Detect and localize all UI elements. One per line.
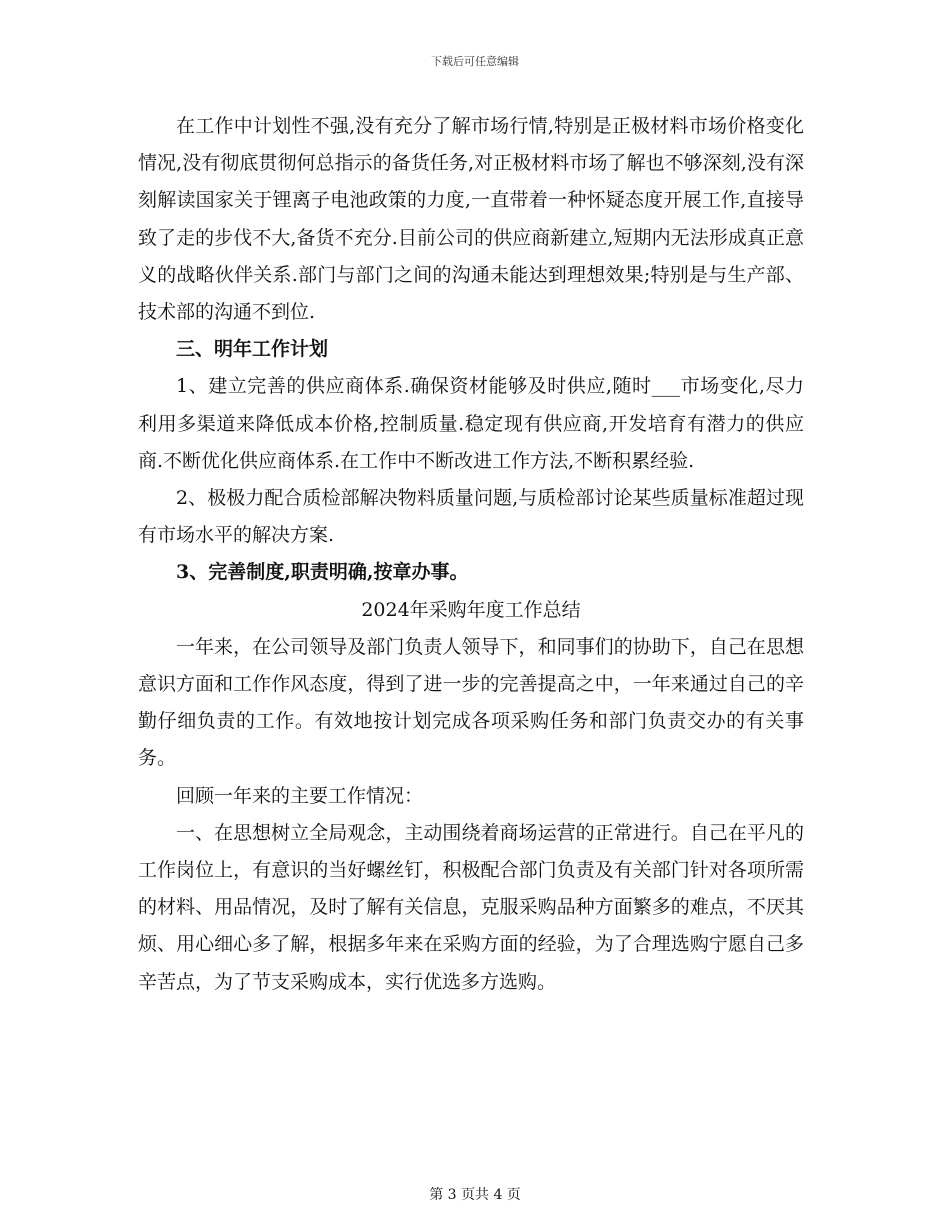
page-footer: 第 3 页共 4 页	[429, 1187, 521, 1203]
paragraph-problems: 在工作中计划性不强,没有充分了解市场行情,特别是正极材料市场价格变化情况,没有彻底贯彻何总指示的备货任务,对正极材料市场了解也不够深刻,没有深刻解读国家关于锂离子电池政策的力度,一直带着一种怀疑态度开展工作,直接导致了走的步伐不大,备货不充分.目前公司的供应商新建立,短期内无法形成真正意义的战略伙伴关系.部门与部门之间的沟通未能达到理想效果;特别是与生产部、技术部的沟通不到位.	[138, 115, 804, 324]
paragraph-intro: 一年来，在公司领导及部门负责人领导下，和同事们的协助下，自己在思想意识方面和工作作风态度，得到了进一步的完善提高之中，一年来通过自己的辛勤仔细负责的工作。有效地按计划完成各项采购任务和部门负责交办的有关事务。	[138, 635, 804, 770]
paragraph-plan-item-1: 1、建立完善的供应商体系.确保资材能够及时供应,随时___市场变化,尽力利用多渠道来降低成本价格,控制质量.稳定现有供应商,开发培育有潜力的供应商.不断优化供应商体系.在工作中不断改进工作方法,不断积累经验.	[138, 375, 804, 472]
paragraph-review-item-1: 一、在思想树立全局观念，主动围绕着商场运营的正常进行。自己在平凡的工作岗位上，有意识的当好螺丝钉，积极配合部门负责及有关部门针对各项所需的材料、用品情况，及时了解有关信息，克服采购品种方面繁多的难点，不厌其烦、用心细心多了解，根据多年来在采购方面的经验，为了合理选购宁愿自己多辛苦点，为了节支采购成本，实行优选多方选购。	[138, 821, 804, 993]
page-header: 下载后可任意编辑	[431, 55, 519, 68]
document-title: 2024年采购年度工作总结	[361, 598, 581, 621]
paragraph-plan-item-2: 2、极极力配合质检部解决物料质量问题,与质检部讨论某些质量标准超过现有市场水平的解决方案.	[138, 487, 804, 547]
section-heading-next-year-plan: 三、明年工作计划	[176, 338, 329, 361]
paragraph-review-heading: 回顾一年来的主要工作情况：	[176, 784, 424, 807]
paragraph-plan-item-3: 3、完善制度,职责明确,按章办事。	[176, 561, 469, 584]
document-body	[138, 108, 804, 1001]
